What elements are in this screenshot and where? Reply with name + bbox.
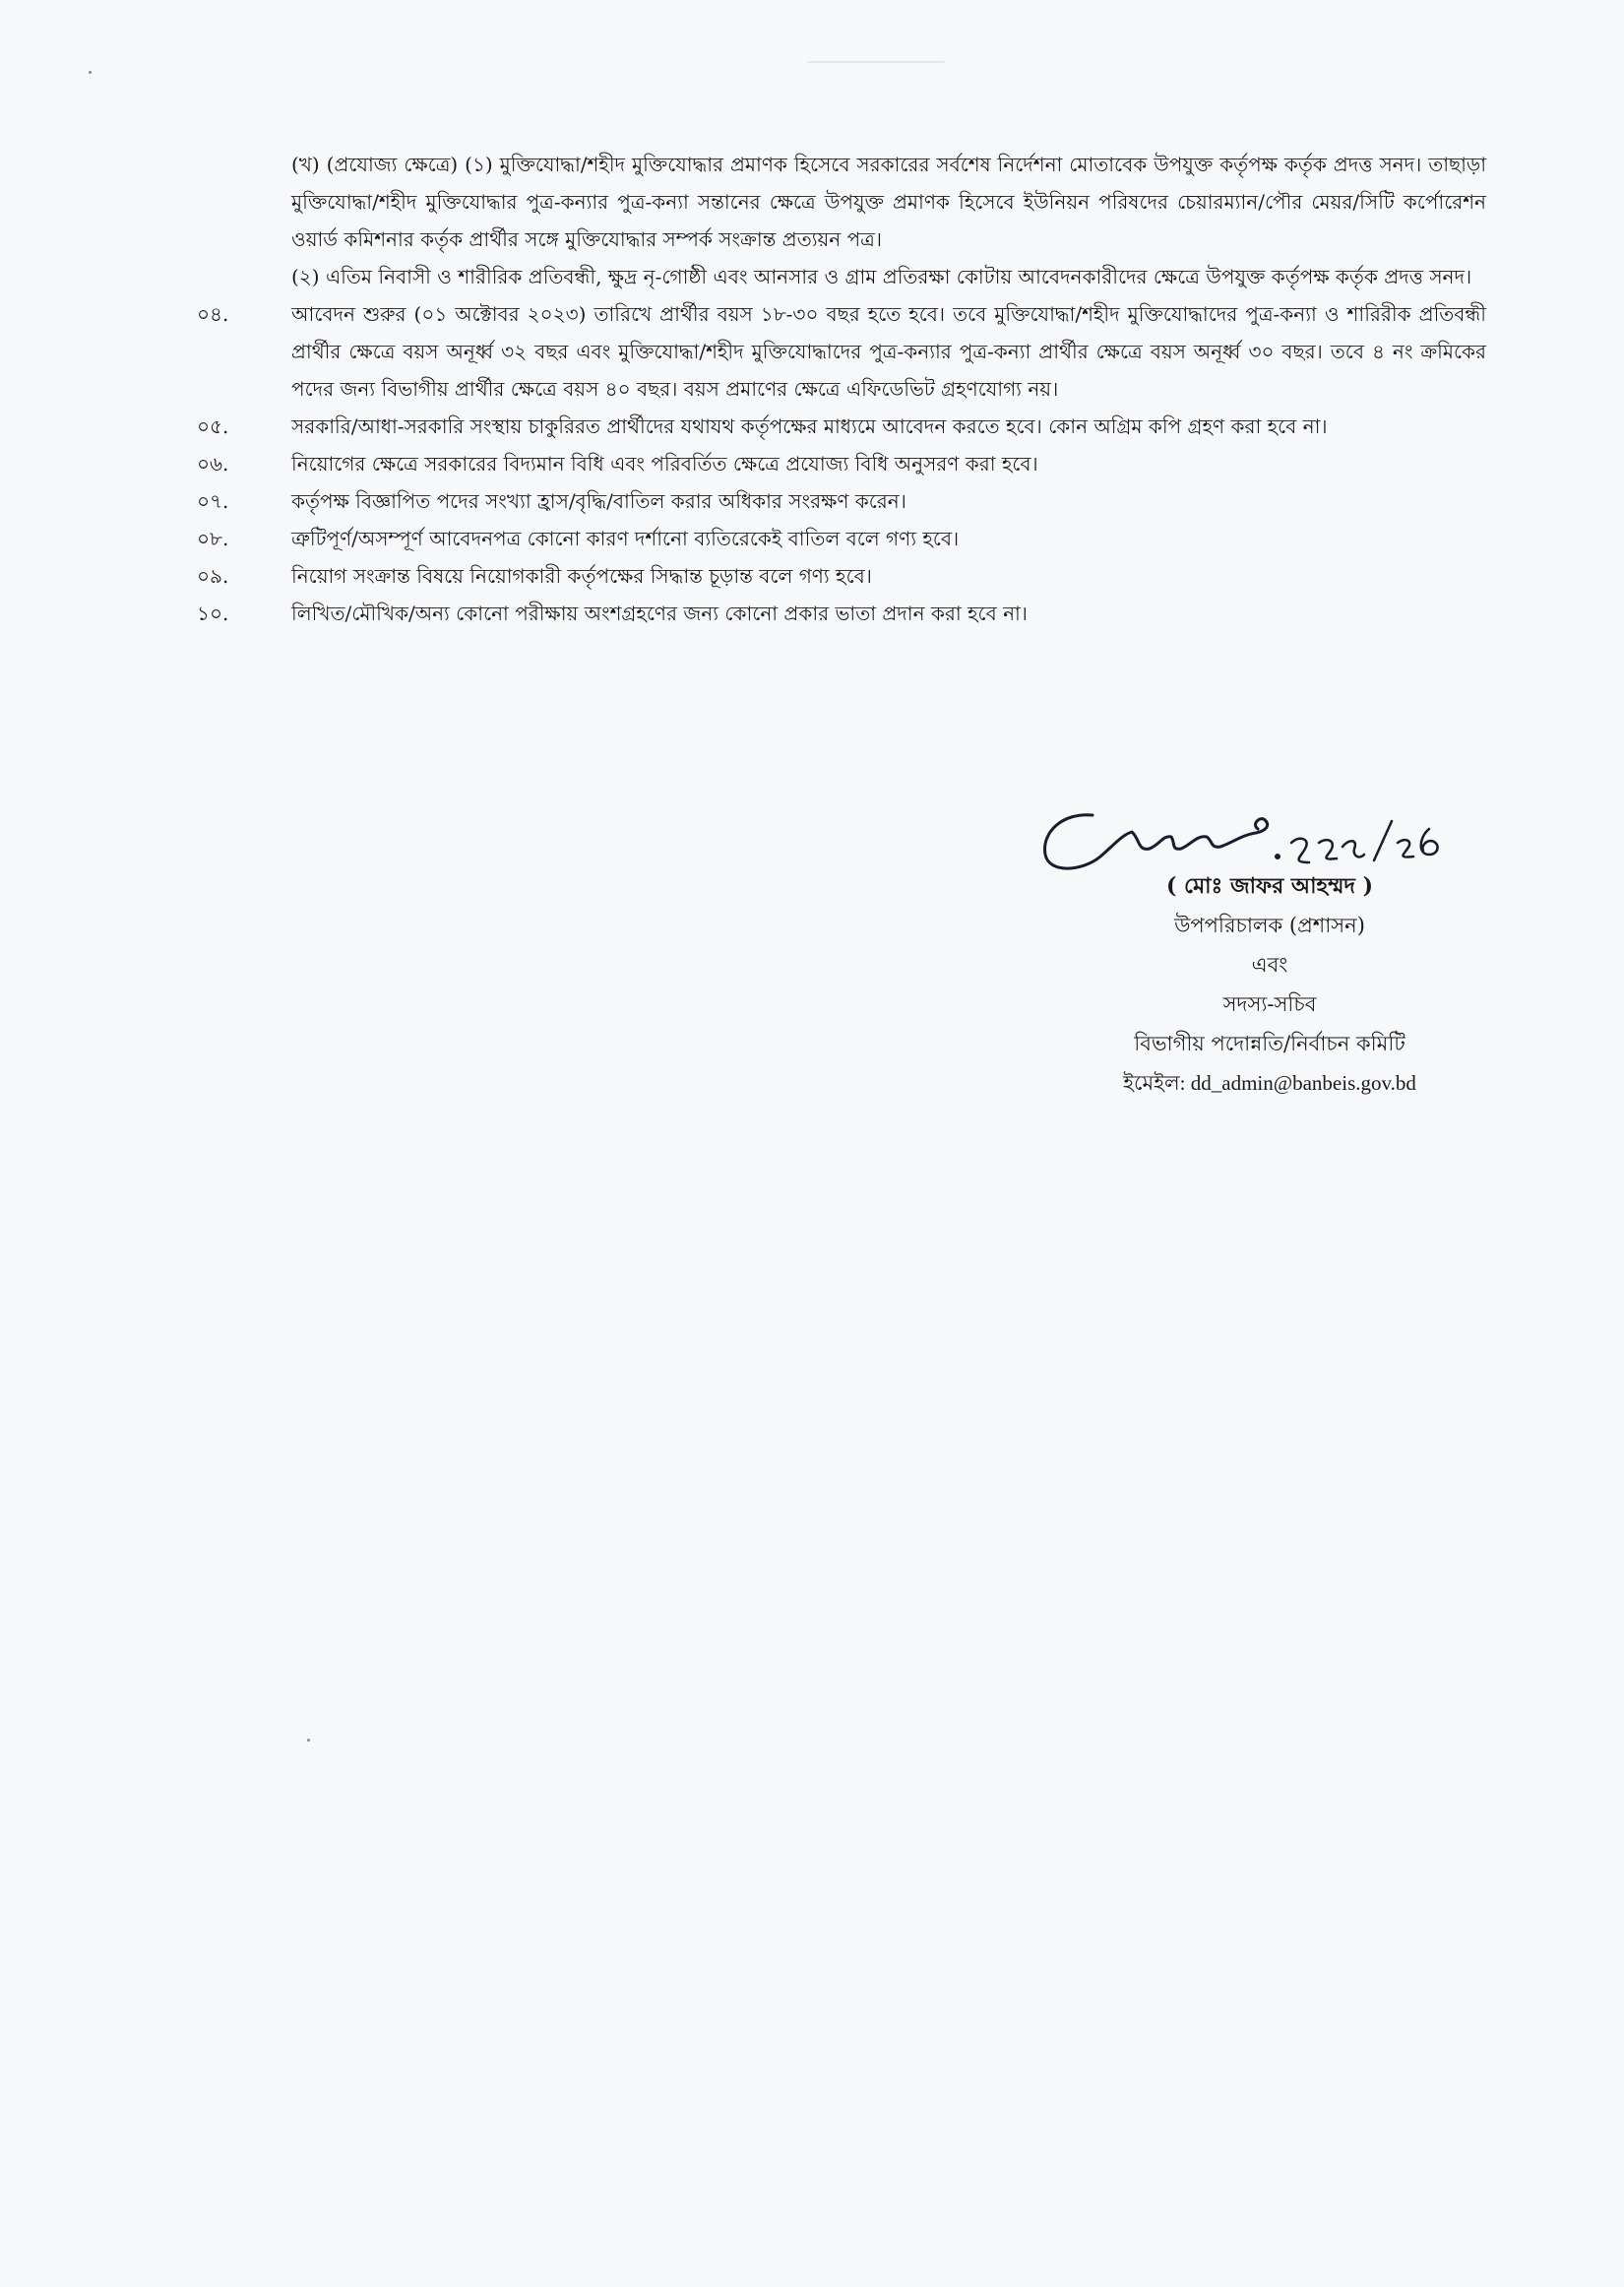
document-body <box>197 146 1486 632</box>
signatory-role: সদস্য-সচিব <box>1222 992 1317 1016</box>
scan-speck <box>307 1739 310 1742</box>
list-item <box>197 408 1486 445</box>
list-item <box>197 295 1486 408</box>
signatory-conjunction: এবং <box>1251 953 1288 977</box>
item-number: ০৪. <box>197 302 229 326</box>
signatory-committee: বিভাগীয় পদোন্নতি/নির্বাচন কমিটি <box>1134 1032 1405 1055</box>
intro-paragraph-2: (২) এতিম নিবাসী ও শারীরিক প্রতিবন্ধী, ক্ষুদ্র নৃ-গোষ্ঠী এবং আনসার ও গ্রাম প্রতিরক্ষা কোটায় আবেদনকারীদের ক্ষেত্রে উপযুক্ত কর্তৃপক্ষ কর্তৃক প্রদত্ত সনদ। <box>291 265 1472 288</box>
item-number: ০৭. <box>197 489 229 513</box>
item-text: নিয়োগ সংক্রান্ত বিষয়ে নিয়োগকারী কর্তৃপক্ষের সিদ্ধান্ত চূড়ান্ত বলে গণ্য হবে। <box>291 564 872 588</box>
list-item <box>197 520 1486 557</box>
item-text: ত্রুটিপূর্ণ/অসম্পূর্ণ আবেদনপত্র কোনো কারণ দর্শানো ব্যতিরেকেই বাতিল বলে গণ্য হবে। <box>291 527 960 550</box>
item-text: লিখিত/মৌখিক/অন্য কোনো পরীক্ষায় অংশগ্রহণের জন্য কোনো প্রকার ভাতা প্রদান করা হবে না। <box>291 602 1028 625</box>
item-number: ১০. <box>197 602 229 625</box>
item-text: আবেদন শুরুর (০১ অক্টোবর ২০২৩) তারিখে প্রার্থীর বয়স ১৮-৩০ বছর হতে হবে। তবে মুক্তিযোদ্ধা/শহীদ মুক্তিযোদ্ধাদের পুত্র-কন্যা ও শারিরীক প্রতিবন্ধী প্রার্থীর ক্ষেত্রে বয়স অনূর্ধ্ব ৩২ বছর এবং মুক্তিযোদ্ধা/শহীদ মুক্তিযোদ্ধাদের পুত্র-কন্যার পুত্র-কন্যা প্রার্থীর ক্ষেত্রে বয়স অনূর্ধ্ব ৩০ বছর। তবে ৪ নং ক্রমিকের পদের জন্য বিভাগীয় প্রার্থীর ক্ষেত্রে বয়স ৪০ বছর। বয়স প্রমাণের ক্ষেত্রে এফিডেভিট গ্রহণযোগ্য নয়। <box>291 302 1486 401</box>
item-text: কর্তৃপক্ষ বিজ্ঞাপিত পদের সংখ্যা হ্রাস/বৃদ্ধি/বাতিল করার অধিকার সংরক্ষণ করেন। <box>291 489 906 513</box>
item-number: ০৬. <box>197 452 229 476</box>
signatory-block <box>1043 866 1496 1103</box>
item-text: নিয়োগের ক্ষেত্রে সরকারের বিদ্যমান বিধি এবং পরিবর্তিত ক্ষেত্রে প্রযোজ্য বিধি অনুসরণ করা হবে। <box>291 452 1038 476</box>
signatory-designation: উপপরিচালক (প্রশাসন) <box>1174 914 1365 937</box>
list-item <box>197 557 1486 595</box>
list-item <box>197 445 1486 482</box>
item-number: ০৯. <box>197 564 229 588</box>
item-text: সরকারি/আধা-সরকারি সংস্থায় চাকুরিরত প্রার্থীদের যথাযথ কর্তৃপক্ষের মাধ্যমে আবেদন করতে হবে। কোন অগ্রিম কপি গ্রহণ করা হবে না। <box>291 414 1328 438</box>
signatory-email: ইমেইল: dd_admin@banbeis.gov.bd <box>1123 1071 1416 1095</box>
list-item <box>197 482 1486 520</box>
intro-paragraph-kha: (খ) (প্রযোজ্য ক্ষেত্রে) (১) মুক্তিযোদ্ধা/শহীদ মুক্তিযোদ্ধার প্রমাণক হিসেবে সরকারের সর্বশেষ নির্দেশনা মোতাবেক উপযুক্ত কর্তৃপক্ষ কর্তৃক প্রদত্ত সনদ। তাছাড়া মুক্তিযোদ্ধা/শহীদ মুক্তিযোদ্ধার পুত্র-কন্যার পুত্র-কন্যা সন্তানের ক্ষেত্রে উপযুক্ত প্রমাণক হিসেবে ইউনিয়ন পরিষদের চেয়ারম্যান/পৌর মেয়র/সিটি কর্পোরেশন ওয়ার্ড কমিশনার কর্তৃক প্রার্থীর সঙ্গে মুক্তিযোদ্ধার সম্পর্ক সংক্রান্ত প্রত্যয়ন পত্র। <box>291 153 1486 251</box>
signatory-name: ( মোঃ জাফর আহম্মদ ) <box>1165 873 1374 899</box>
item-number: ০৫. <box>197 414 229 438</box>
list-item <box>197 595 1486 632</box>
scan-speck <box>89 71 92 74</box>
item-number: ০৮. <box>197 527 229 550</box>
scan-smudge <box>807 61 945 63</box>
